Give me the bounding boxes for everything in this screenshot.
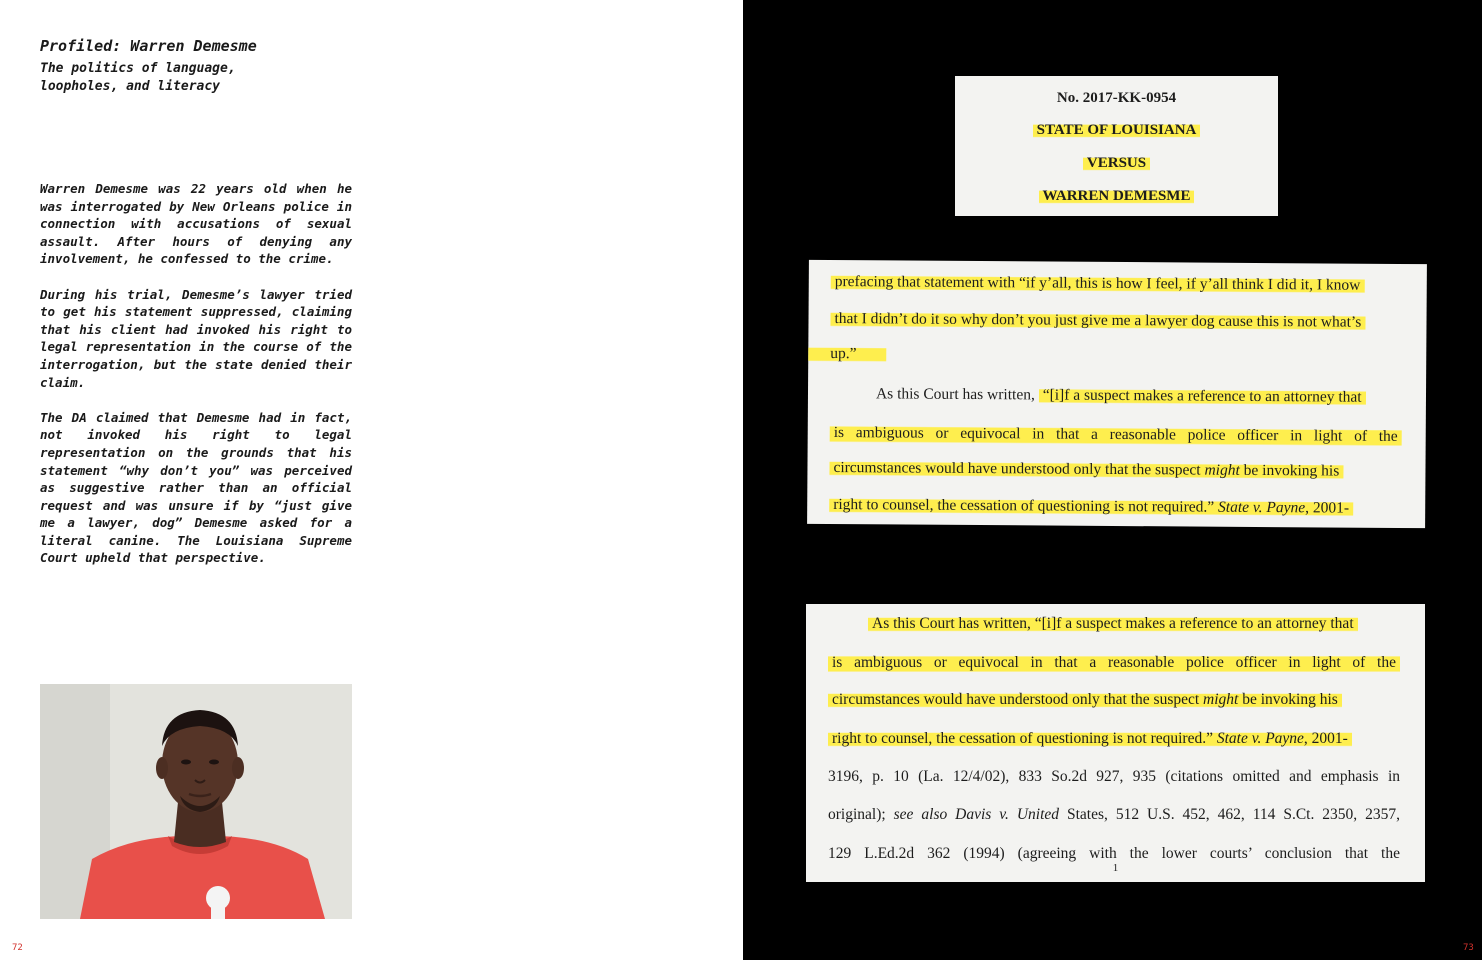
case-citation: State v. Payne [1216, 730, 1304, 747]
quote-line: is ambiguous or equivocal in that a reasonable police officer in light of the [830, 422, 1402, 448]
quote-text: , 2001- [1305, 499, 1350, 517]
case-caption-clipping [955, 76, 1278, 216]
quote-text: circumstances would have understood only that the suspect [832, 691, 1204, 708]
page-number-left: 72 [12, 943, 23, 953]
party-state: STATE OF LOUISIANA [1033, 121, 1201, 139]
mugshot-illustration [40, 684, 352, 919]
subtitle-line: loopholes, and literacy [40, 79, 221, 94]
mugshot-photo [40, 684, 352, 919]
quote-line: that I didn’t do it so why don’t you just give me a lawyer dog cause this is not what’s [830, 309, 1365, 332]
page-number-right: 73 [1463, 943, 1474, 953]
quote-text: , 2001- [1303, 730, 1348, 747]
quote-text: right to counsel, the cessation of questioning is not required.” [833, 496, 1219, 516]
quote-emphasis: might [1204, 461, 1240, 479]
quote-text: right to counsel, the cessation of questioning is not required.” [832, 730, 1217, 747]
party-defendant: WARREN DEMESME [1039, 187, 1195, 205]
quote-emphasis: might [1203, 691, 1239, 708]
article-body [40, 180, 352, 585]
article-subtitle [40, 60, 300, 96]
quote-text: be invoking his [1238, 691, 1338, 708]
quote-line: is ambiguous or equivocal in that a reasonable police officer in light of the [828, 652, 1400, 674]
case-citation: see also Davis v. United [893, 806, 1060, 823]
case-number: No. 2017-KK-0954 [1056, 90, 1177, 106]
versus-label: VERSUS [1083, 154, 1150, 172]
court-quote-clipping-2 [806, 604, 1425, 882]
quote-line: up.” [808, 344, 886, 364]
body-paragraph: The DA claimed that Demesme had in fact, not invoked his right to legal representation on the grounds that his statement “why don’t you” was perceived as suggestive rather than an official request and was unsure if by “just give me a lawyer, dog” Demesme asked for a literal canine. The Louisiana Supreme Court upheld that perspective. [40, 409, 352, 566]
quote-text: States, 512 U.S. 452, 462, 114 S.Ct. 2350, 2357, [1059, 806, 1400, 823]
quote-line: As this Court has written, “[i]f a suspect makes a reference to an attorney that [868, 614, 1358, 633]
court-quote-clipping-1 [807, 260, 1427, 528]
quote-text: As this Court has written, [875, 385, 1039, 404]
footnote-number: 1 [1112, 862, 1119, 874]
quote-text: be invoking his [1239, 461, 1340, 480]
subtitle-line: The politics of language, [40, 61, 236, 76]
article-title: Profiled: Warren Demesme [40, 37, 257, 55]
case-citation: State v. Payne [1217, 498, 1306, 517]
quote-line: 129 L.Ed.2d 362 (1994) (agreeing with the lower courts’ conclusion that the [828, 845, 1400, 862]
quote-text: circumstances would have understood only that the suspect [833, 459, 1205, 479]
quote-line: “[i]f a suspect makes a reference to an attorney that [1039, 385, 1366, 406]
quote-text: original); [828, 806, 894, 823]
quote-line: prefacing that statement with “if y’all, this is how I feel, if y’all think I did it, I know [831, 272, 1365, 295]
body-paragraph: During his trial, Demesme’s lawyer tried to get his statement suppressed, claiming that his client had invoked his right to legal representation in the course of the interrogation, but the state denied their claim. [40, 286, 352, 390]
body-paragraph: Warren Demesme was 22 years old when he was interrogated by New Orleans police in connection with accusations of sexual assault. After hours of denying any involvement, he confessed to the crime. [40, 181, 352, 267]
quote-line: 3196, p. 10 (La. 12/4/02), 833 So.2d 927, 935 (citations omitted and emphasis in [828, 768, 1400, 785]
